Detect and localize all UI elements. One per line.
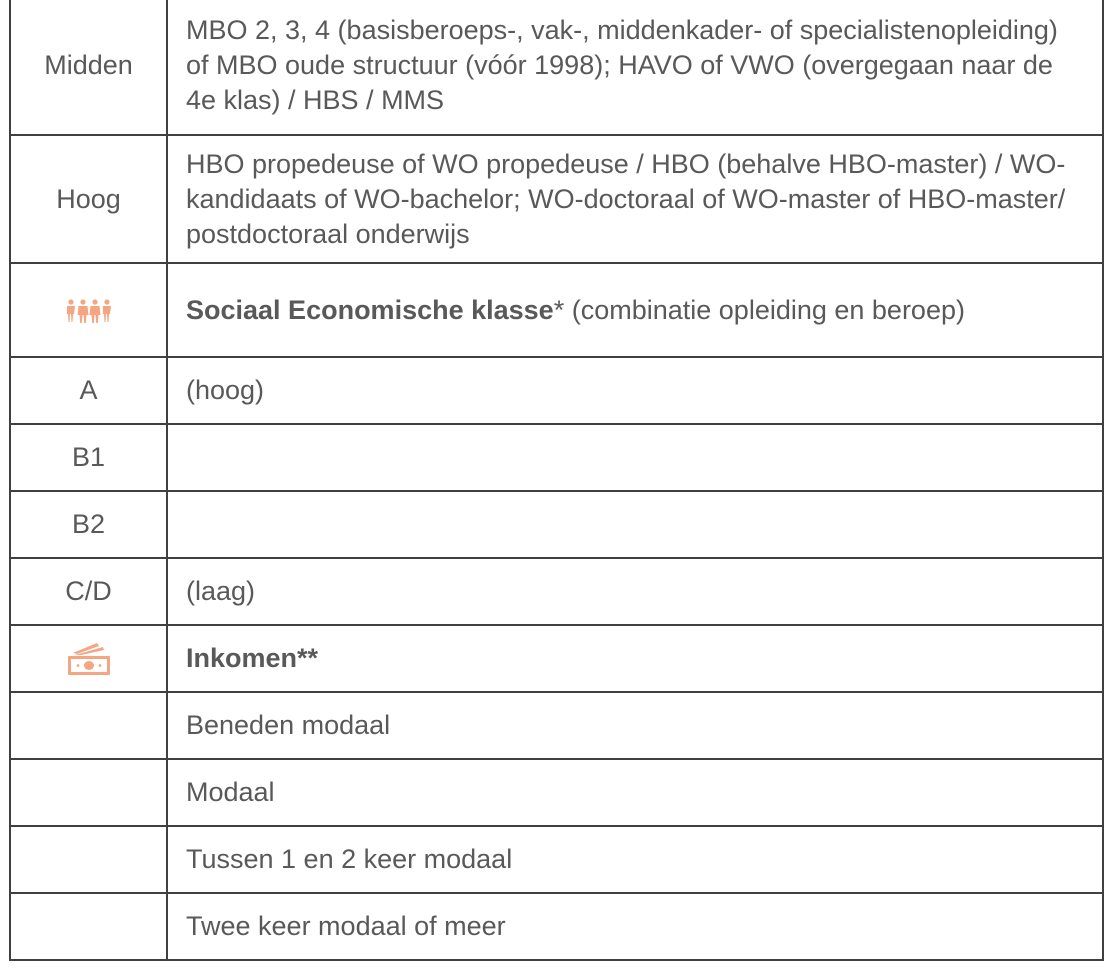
empty-cell (10, 692, 167, 759)
income-icon-cell (10, 625, 167, 692)
ses-label-cell: (hoog) (167, 357, 1103, 424)
education-level-cell: Midden (10, 0, 167, 135)
table-row (10, 893, 1103, 960)
income-label-cell: Twee keer modaal of meer (167, 893, 1103, 960)
family-icon (65, 299, 113, 323)
demographics-table (9, 0, 1104, 961)
ses-label-cell (167, 491, 1103, 558)
table-row (10, 135, 1103, 263)
footnote-mark: * (553, 294, 565, 325)
table-row (10, 357, 1103, 424)
ses-code-cell: A (10, 357, 167, 424)
section-header-row (10, 263, 1103, 357)
income-label-cell: Beneden modaal (167, 692, 1103, 759)
money-icon (67, 642, 111, 676)
income-title: Inkomen** (186, 643, 319, 673)
ses-code-cell: C/D (10, 558, 167, 625)
ses-code-cell: B1 (10, 424, 167, 491)
table-row (10, 0, 1103, 135)
table-row (10, 759, 1103, 826)
ses-code-cell: B2 (10, 491, 167, 558)
ses-label-cell (167, 424, 1103, 491)
education-level-cell: Hoog (10, 135, 167, 263)
ses-header-cell (167, 263, 1103, 357)
empty-cell (10, 826, 167, 893)
section-header-row (10, 625, 1103, 692)
ses-subtitle: (combinatie opleiding en beroep) (564, 294, 965, 325)
income-label-cell: Tussen 1 en 2 keer modaal (167, 826, 1103, 893)
income-label-cell: Modaal (167, 759, 1103, 826)
education-description-cell: HBO propedeuse of WO propedeuse / HBO (behalve HBO-master) / WO-kandidaats of WO-bachelor; WO-doctoraal of WO-master of HBO-master/ postdoctoraal onderwijs (167, 135, 1103, 263)
table-row (10, 491, 1103, 558)
empty-cell (10, 759, 167, 826)
empty-cell (10, 893, 167, 960)
ses-title: Sociaal Economische klasse (186, 294, 554, 325)
income-header-cell (167, 625, 1103, 692)
table-row (10, 558, 1103, 625)
table-row (10, 692, 1103, 759)
table-row (10, 424, 1103, 491)
table-row (10, 826, 1103, 893)
ses-icon-cell (10, 263, 167, 357)
ses-label-cell: (laag) (167, 558, 1103, 625)
education-description-cell: MBO 2, 3, 4 (basisberoeps-, vak-, middenkader- of specialistenopleiding) of MBO oude structuur (vóór 1998); HAVO of VWO (overgegaan naar de 4e klas) / HBS / MMS (167, 0, 1103, 135)
